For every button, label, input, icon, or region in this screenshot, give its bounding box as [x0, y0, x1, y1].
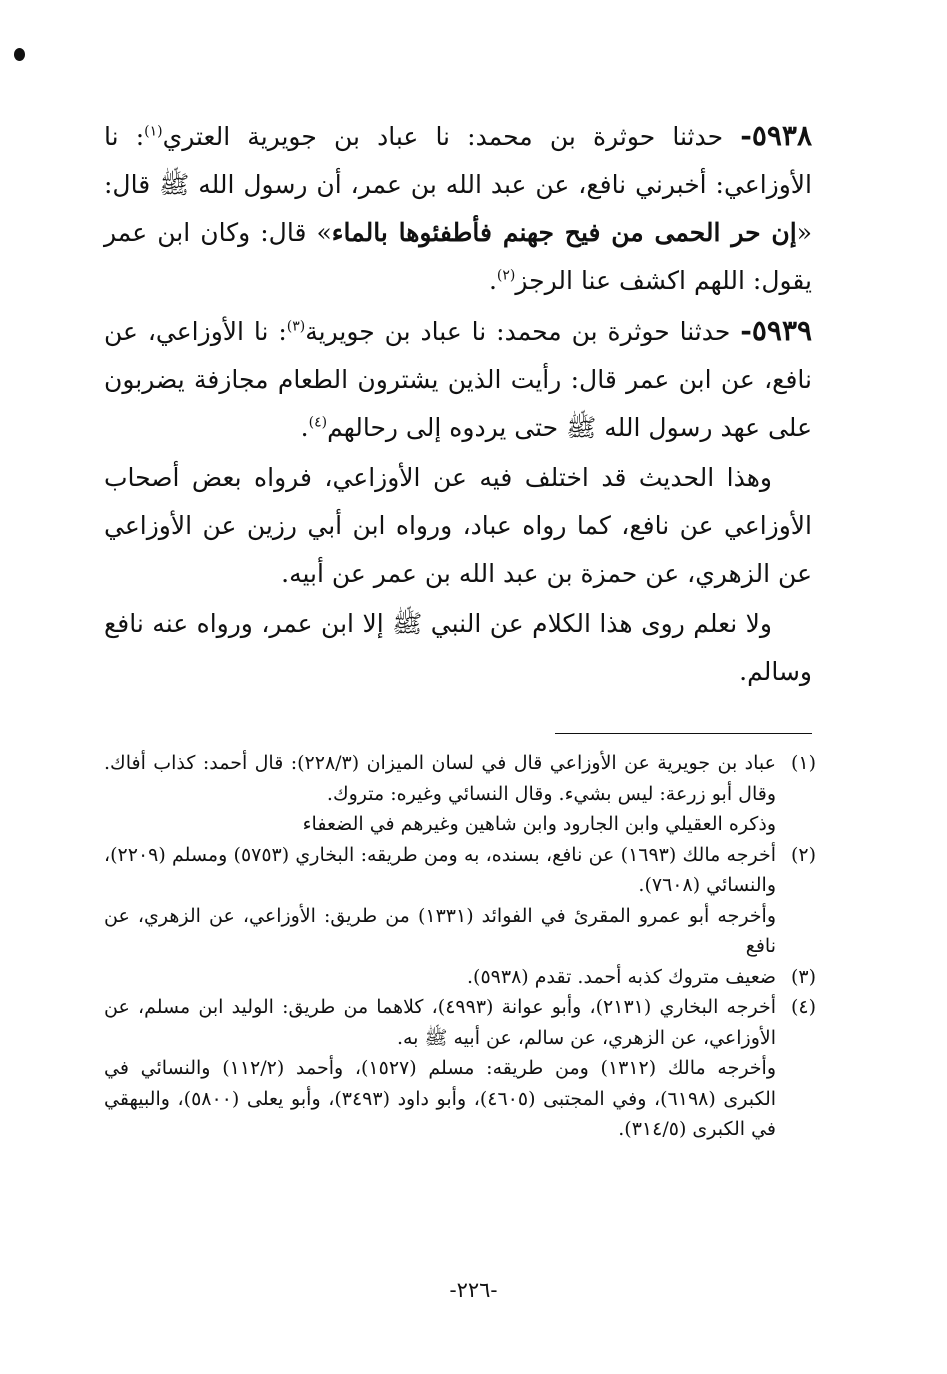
hadith-number: ٥٩٣٩- — [740, 314, 813, 347]
hadith-text: حدثنا حوثرة بن محمد: نا عباد بن جويرية العتري — [162, 122, 741, 151]
footnote-body — [104, 962, 776, 993]
page-number: -٢٢٦- — [449, 1278, 498, 1302]
commentary-paragraph: وهذا الحديث قد اختلف فيه عن الأوزاعي، فرواه بعض أصحاب الأوزاعي عن نافع، كما رواه عباد، ورواه ابن أبي رزين عن الأوزاعي عن الزهري، عن حمزة بن عبد الله بن عمر عن أبيه. — [104, 463, 812, 588]
hadith-text: حدثنا حوثرة بن محمد: نا عباد بن جويرية — [305, 317, 741, 346]
hadith-number: ٥٩٣٨- — [740, 119, 812, 152]
footnote-4 — [104, 992, 816, 1145]
footnote-line: وأخرجه أبو عمرو المقرئ في الفوائد (١٣٣١) من طريق: الأوزاعي، عن الزهري، عن نافع — [104, 904, 776, 957]
ink-dot — [14, 48, 25, 61]
footnote-1 — [104, 748, 816, 840]
hadith-text: . — [300, 413, 309, 442]
footnote-separator — [555, 733, 812, 734]
main-text — [104, 112, 812, 698]
commentary-paragraph: ولا نعلم روى هذا الكلام عن النبي ﷺ إلا ابن عمر، ورواه عنه نافع وسالم. — [104, 609, 812, 686]
hadith-matn: إن حر الحمى من فيح جهنم فأطفئوها بالماء — [331, 218, 797, 247]
footnote-ref: (٤) — [308, 414, 328, 431]
footnote-body — [104, 992, 776, 1145]
hadith-5939 — [104, 307, 812, 452]
footnote-body — [104, 748, 776, 840]
hadith-text: . — [488, 266, 497, 295]
footnote-number: (٣) — [790, 965, 816, 988]
footnote-number: (٤) — [790, 996, 816, 1018]
footnotes — [104, 748, 816, 1145]
footnote-3 — [104, 962, 816, 993]
footnote-2 — [104, 840, 816, 962]
hadith-5938 — [104, 112, 812, 305]
hadith-text: : نا الأوزاعي، عن نافع، عن ابن عمر قال: رأيت الذين يشترون الطعام مجازفة يضربون على عهد رسول الله ﷺ حتى يردوه إلى رحالهم — [104, 317, 812, 442]
footnote-number: (٢) — [790, 843, 816, 866]
footnote-line: ضعيف متروك كذبه أحمد. تقدم (٥٩٣٨). — [467, 965, 776, 988]
footnote-line: وذكره العقيلي وابن الجارود وابن شاهين وغيرهم في الضعفاء — [302, 813, 776, 835]
footnote-ref: (١) — [144, 123, 163, 140]
footnote-line: أخرجه البخاري (٢١٣١)، وأبو عوانة (٤٩٩٣)، كلاهما من طريق: الوليد ابن مسلم، عن الأوزاعي، عن الزهري، عن سالم، عن أبيه ﷺ به. — [104, 996, 776, 1049]
footnote-number: (١) — [790, 752, 816, 774]
hadith-text: : نا الأوزاعي: أخبرني نافع، عن عبد الله بن عمر، أن رسول الله ﷺ قال: « — [104, 122, 812, 247]
footnote-ref: (٢) — [496, 267, 516, 284]
footnote-line: وأخرجه مالك (١٣١٢) ومن طريقه: مسلم (١٥٢٧)، وأحمد (١١٢/٢) والنسائي في الكبرى (٦١٩٨)، وفي المجتبى (٤٦٠٥)، وأبو داود (٣٤٩٣)، وأبو يعلى (٥٨٠٠)، والبيهقي في الكبرى (٣١٤/٥). — [104, 1057, 777, 1140]
footnote-line: عباد بن جويرية عن الأوزاعي قال في لسان الميزان (٢٢٨/٣): قال أحمد: كذاب أفاك. وقال أبو زرعة: ليس بشيء. وقال النسائي وغيره: متروك. — [104, 752, 776, 805]
footnote-ref: (٣) — [286, 318, 306, 335]
footnote-line: أخرجه مالك (١٦٩٣) عن نافع، بسنده، به ومن طريقه: البخاري (٥٧٥٣) ومسلم (٢٢٠٩)، والنسائي (٧٦٠٨). — [104, 843, 776, 896]
footnote-body — [104, 840, 776, 962]
hadith-text: » قال: وكان ابن عمر يقول: اللهم اكشف عنا الرجز — [104, 218, 812, 295]
